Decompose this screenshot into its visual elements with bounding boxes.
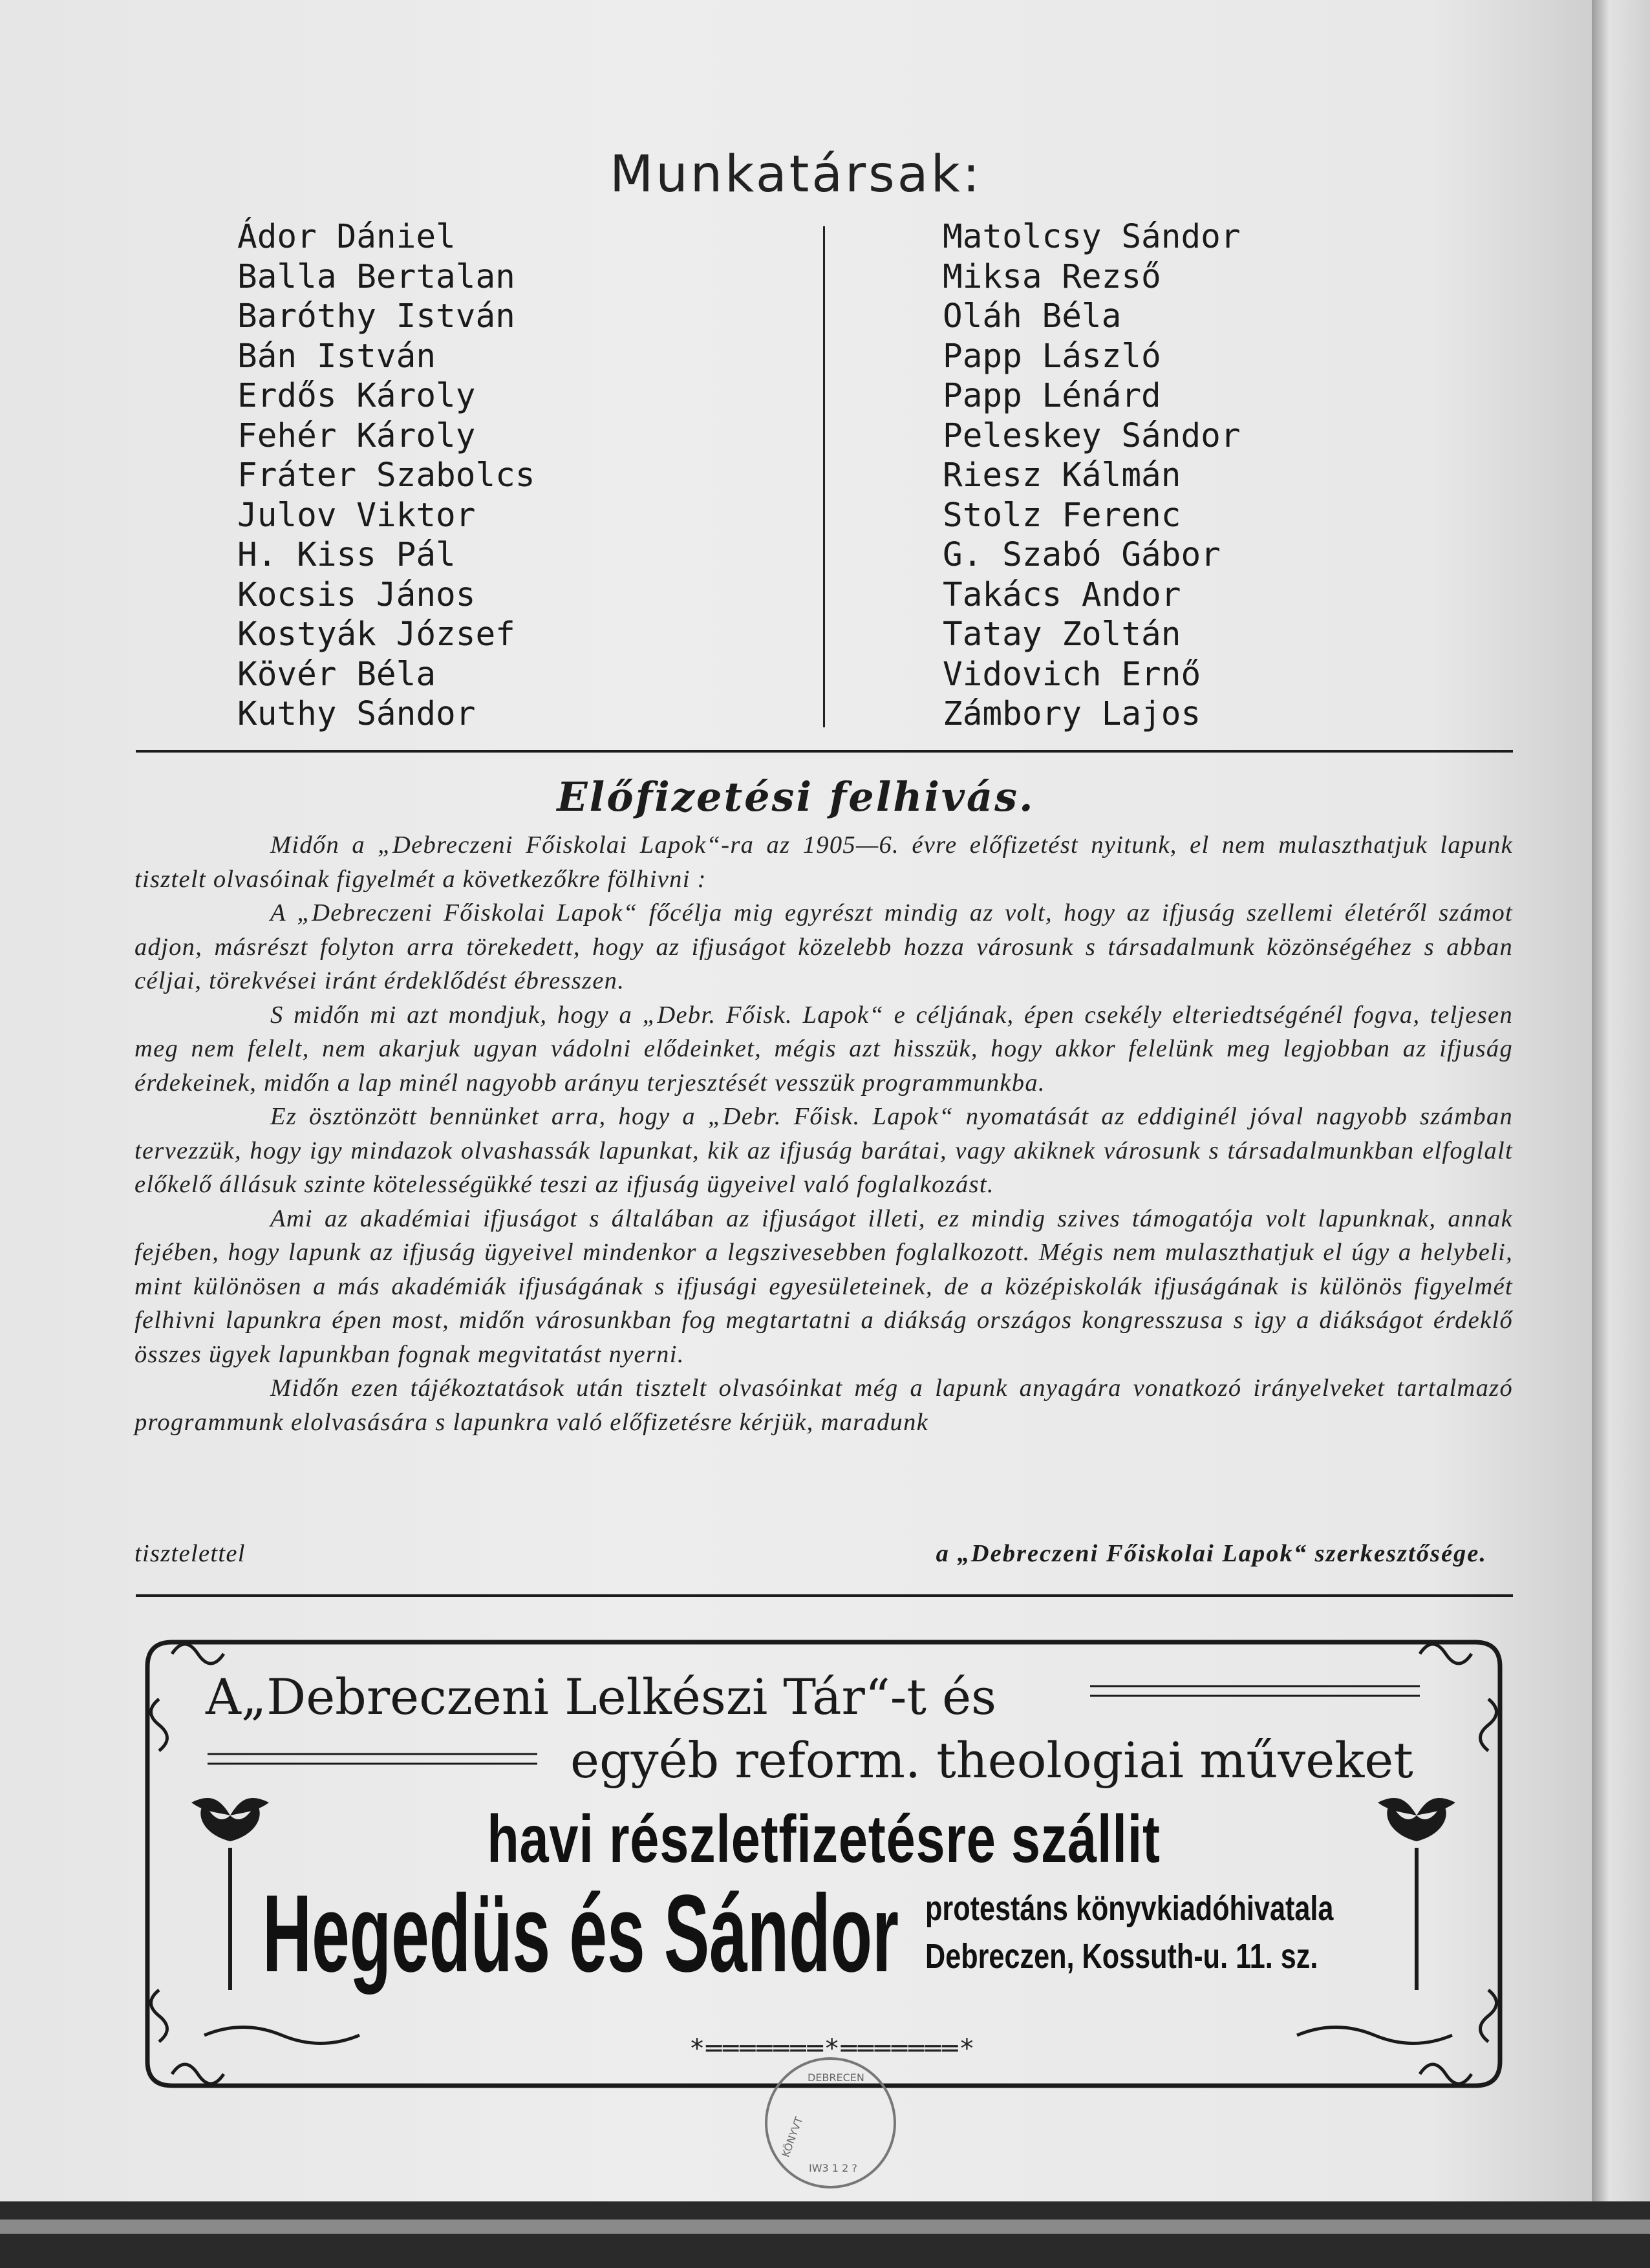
library-stamp bbox=[765, 2057, 896, 2188]
paragraph: Ez ösztönzött bennünket arra, hogy a „Debr. Főisk. Lapok“ nyomatását az eddiginél jóval nagyobb számban tervezzük, hogy igy mindazok olvashassák lapunkat, kik az ifjuság barátai, vagy akiknek városunk s társadalmunkban elfoglalt előkelő állásuk szinte kötelességükké teszi az ifjuság ügyeivel való foglalkozást. bbox=[134, 1103, 1513, 1198]
ad-headline-2: egyéb reform. theologiai műveket bbox=[570, 1731, 1413, 1789]
ad-publisher-name: Hegedüs és Sándor bbox=[262, 1872, 899, 1995]
staff-name: Oláh Béla bbox=[943, 297, 1122, 336]
ad-star-divider: *═══════*═══════* bbox=[689, 2034, 976, 2064]
staff-name: Ádor Dániel bbox=[237, 218, 456, 256]
paragraph: S midőn mi azt mondjuk, hogy a „Debr. Főisk. Lapok“ e céljának, épen csekély elteriedtségénél fogva, teljesen meg nem felelt, nem akarjuk ugyan vádolni elődeinket, mégis azt hisszük, hogy akkor felelünk meg legjobban az ifjuság érdekeinek, midőn a lap minél nagyobb arányu terjesztését vesszük programmunkba. bbox=[134, 1001, 1513, 1097]
subscription-call-body bbox=[134, 828, 1513, 1439]
staff-name: Takács Andor bbox=[943, 575, 1181, 614]
staff-name: Bán István bbox=[237, 337, 436, 376]
section-rule bbox=[136, 750, 1513, 753]
staff-name: Kövér Béla bbox=[237, 655, 436, 694]
stamp-text: DEBRECEN bbox=[808, 2071, 864, 2084]
editorial-signature: a „Debreczeni Főiskolai Lapok“ szerkesztősége. bbox=[936, 1540, 1487, 1567]
staff-name: Zámbory Lajos bbox=[943, 695, 1201, 733]
paragraph: Ami az akadémiai ifjuságot s általában az ifjuságot illeti, ez mindig szives támogatója volt lapunknak, annak fejében, hogy lapunk az ifjuság ügyeivel mindenkor a legszivesebben foglalkozott. Mégis nem mulaszthatjuk el úgy a helybeli, mint különösen a más akadémiák ifjuságának s ifjusági egyesületeinek, de a középiskolák ifjuságának is különös figyelmét felhivni lapunkra épen most, midőn városunkban fog megtartatni a diákság országos kongresszusa s igy a diákságot érdeklő összes ügyek lapunkban fognak megvitatást nyerni. bbox=[134, 1204, 1513, 1368]
stamp-text: IW3 1 2 ? bbox=[809, 2162, 857, 2174]
staff-title: Munkatársak: bbox=[609, 145, 983, 204]
ad-publisher-address: Debreczen, Kossuth-u. 11. sz. bbox=[925, 1937, 1318, 1976]
staff-name: G. Szabó Gábor bbox=[943, 536, 1221, 574]
staff-name: Miksa Rezső bbox=[943, 257, 1161, 296]
staff-name: Papp Lénárd bbox=[943, 377, 1161, 415]
scan-edge bbox=[0, 2201, 1650, 2268]
staff-name: Kostyák József bbox=[237, 615, 515, 654]
staff-name: H. Kiss Pál bbox=[237, 536, 456, 574]
paragraph: Midőn a „Debreczeni Főiskolai Lapok“-ra az 1905—6. évre előfizetést nyitunk, el nem mulaszthatjuk lapunk tisztelt olvasóinak figyelmét a következőkre fölhivni : bbox=[134, 831, 1513, 893]
ad-publisher-details bbox=[925, 1885, 1333, 1980]
staff-name: Riesz Kálmán bbox=[943, 456, 1181, 495]
column-divider bbox=[823, 226, 825, 727]
staff-name: Julov Viktor bbox=[237, 496, 476, 535]
staff-list-left bbox=[237, 217, 535, 734]
staff-list-right bbox=[943, 217, 1241, 734]
staff-name: Matolcsy Sándor bbox=[943, 218, 1241, 256]
staff-name: Kocsis János bbox=[237, 575, 476, 614]
closing-text: tisztelettel bbox=[134, 1540, 246, 1567]
staff-name: Balla Bertalan bbox=[237, 257, 515, 296]
paragraph: Midőn ezen tájékoztatások után tisztelt olvasóinkat még a lapunk anyagára vonatkozó irányelveket tartalmazó programmunk elolvasására s lapunkra való előfizetésre kérjük, maradunk bbox=[134, 1375, 1513, 1436]
paragraph: A „Debreczeni Főiskolai Lapok“ főcélja mig egyrészt mindig az volt, hogy az ifjuság szellemi életéről számot adjon, másrészt folyton arra törekedett, hogy az ifjuságot közelebb hozza városunk s társadalmunk közönségéhez s abban céljai, törekvései iránt érdeklődést ébresszen. bbox=[134, 899, 1513, 994]
staff-name: Tatay Zoltán bbox=[943, 615, 1181, 654]
staff-name: Fehér Károly bbox=[237, 416, 476, 455]
advertisement bbox=[133, 1628, 1514, 2100]
ad-offer: havi részletfizetésre szállit bbox=[487, 1802, 1161, 1877]
ad-publisher-type: protestáns könyvkiadóhivatala bbox=[925, 1889, 1334, 1928]
ad-headline-1: A„Debreczeni Lelkészi Tár“-t és bbox=[206, 1668, 997, 1726]
section-rule bbox=[136, 1594, 1513, 1597]
signature-line bbox=[134, 1539, 1513, 1568]
staff-name: Stolz Ferenc bbox=[943, 496, 1181, 535]
staff-name: Baróthy István bbox=[237, 297, 515, 336]
staff-name: Vidovich Ernő bbox=[943, 655, 1201, 694]
stamp-text: KÖNYVT bbox=[779, 2115, 806, 2159]
staff-name: Erdős Károly bbox=[237, 377, 476, 415]
staff-name: Fráter Szabolcs bbox=[237, 456, 535, 495]
staff-name: Peleskey Sándor bbox=[943, 416, 1241, 455]
staff-name: Papp László bbox=[943, 337, 1161, 376]
subscription-call-title: Előfizetési felhivás. bbox=[557, 773, 1035, 820]
staff-name: Kuthy Sándor bbox=[237, 695, 476, 733]
book-gutter bbox=[1592, 0, 1650, 2201]
